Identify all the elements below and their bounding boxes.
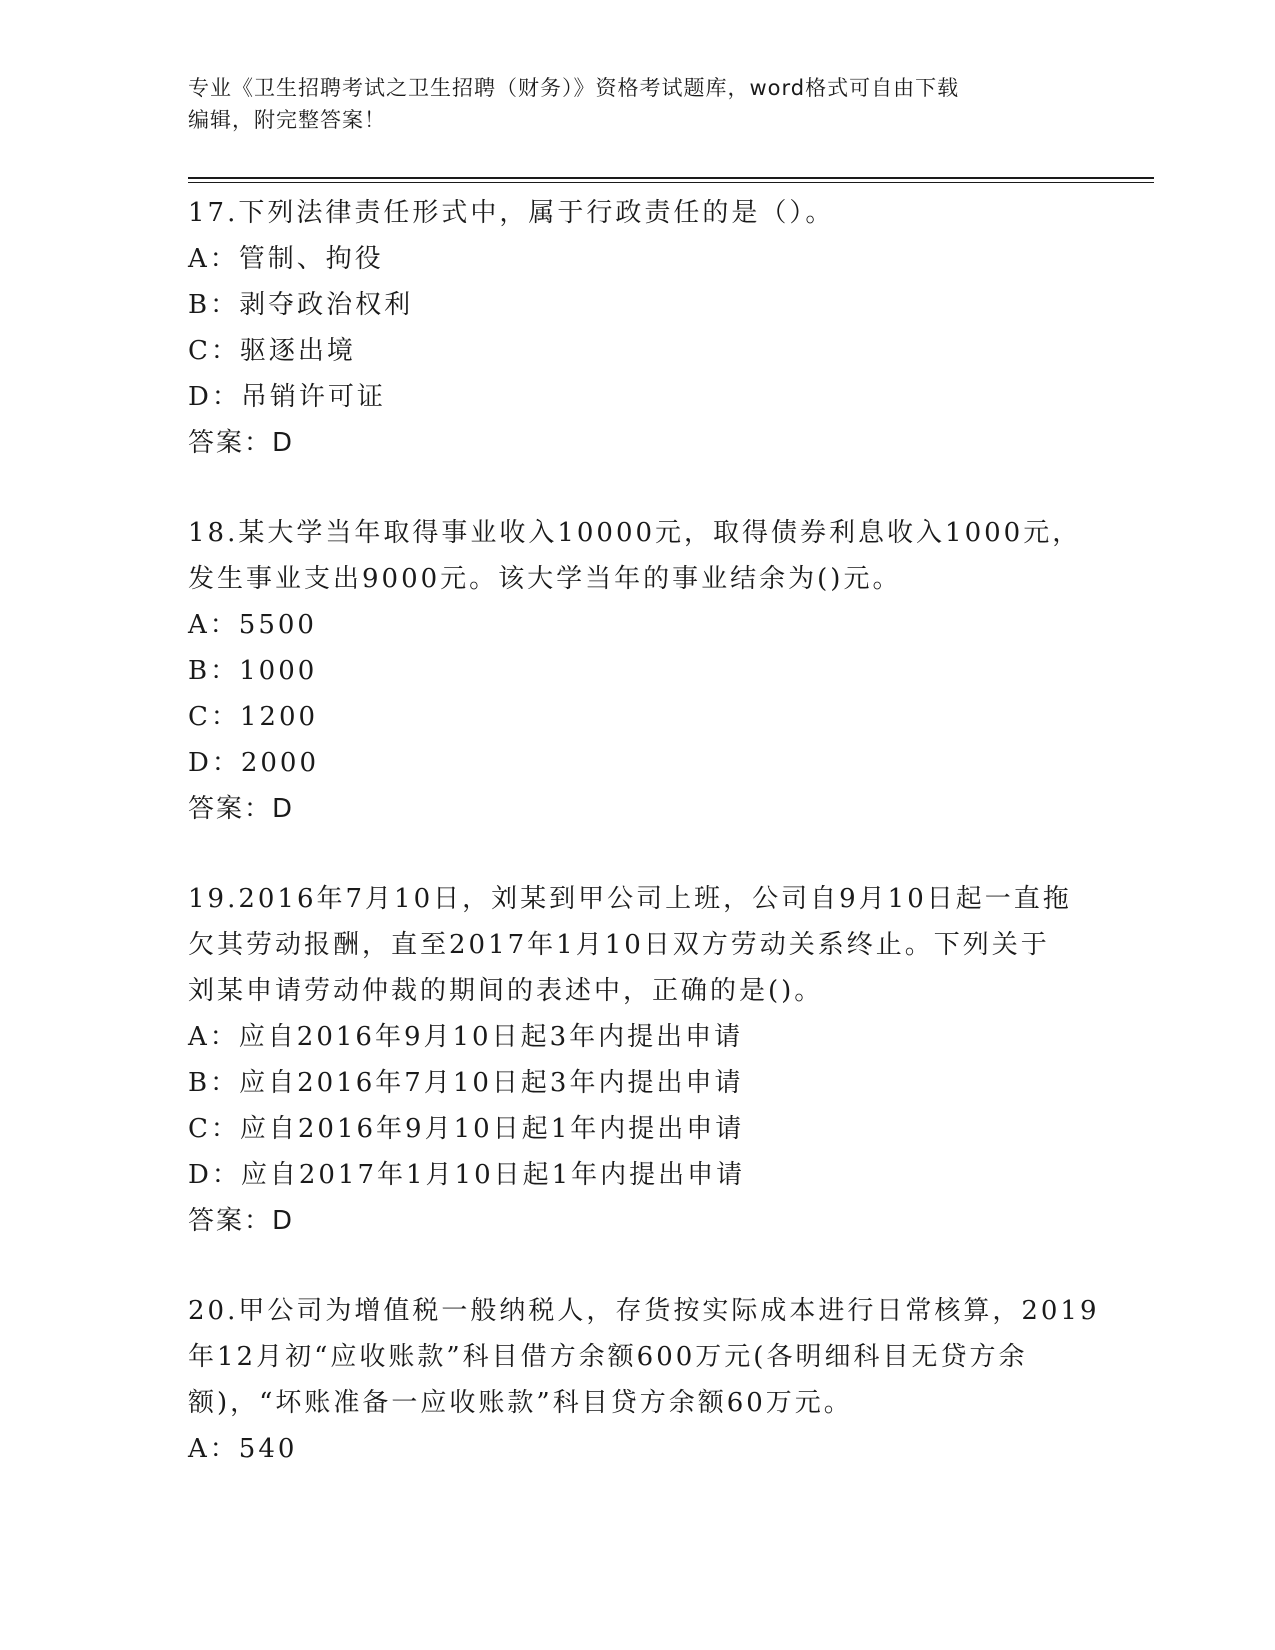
- option-a: A：应自2016年9月10日起3年内提出申请: [188, 1022, 744, 1052]
- header-line-1: 专业《卫生招聘考试之卫生招聘（财务）》资格考试题库，word格式可自由下载: [188, 76, 960, 100]
- question-block: [188, 510, 1128, 832]
- option-d: D：应自2017年1月10日起1年内提出申请: [188, 1160, 746, 1190]
- question-stem: 18.某大学当年取得事业收入10000元，取得债券利息收入1000元，: [188, 518, 1082, 548]
- option-c: C：1200: [188, 702, 319, 732]
- header-divider-thick: [188, 177, 1154, 179]
- question-list: [188, 190, 1128, 1472]
- question-stem: 欠其劳动报酬，直至2017年1月10日双方劳动关系终止。下列关于: [188, 930, 1050, 960]
- option-b: B：剥夺政治权利: [188, 290, 414, 320]
- question-stem: 年12月初“应收账款”科目借方余额600万元(各明细科目无贷方余: [188, 1342, 1028, 1372]
- option-a: A：540: [188, 1434, 298, 1464]
- option-b: B：应自2016年7月10日起3年内提出申请: [188, 1068, 744, 1098]
- question-block: [188, 190, 1128, 466]
- question-stem: 额)，“坏账准备一应收账款”科目贷方余额60万元。: [188, 1388, 853, 1418]
- question-stem: 发生事业支出9000元。该大学当年的事业结余为()元。: [188, 564, 902, 594]
- option-c: C：应自2016年9月10日起1年内提出申请: [188, 1114, 745, 1144]
- question-stem: 19.2016年7月10日，刘某到甲公司上班，公司自9月10日起一直拖: [188, 884, 1072, 914]
- option-a: A：管制、拘役: [188, 244, 384, 274]
- question-stem: 刘某申请劳动仲裁的期间的表述中，正确的是()。: [188, 976, 824, 1006]
- answer-line: 答案：D: [188, 794, 295, 824]
- answer-line: 答案：D: [188, 1206, 295, 1236]
- option-c: C：驱逐出境: [188, 336, 356, 366]
- header-divider-thin: [188, 182, 1154, 183]
- option-d: D：2000: [188, 748, 320, 778]
- option-b: B：1000: [188, 656, 318, 686]
- option-d: D：吊销许可证: [188, 382, 386, 412]
- question-stem: 20.甲公司为增值税一般纳税人，存货按实际成本进行日常核算，2019: [188, 1296, 1100, 1326]
- question-block: [188, 1288, 1128, 1472]
- answer-line: 答案：D: [188, 428, 295, 458]
- document-header: [188, 72, 1088, 136]
- option-a: A：5500: [188, 610, 317, 640]
- question-block: [188, 876, 1128, 1244]
- header-line-2: 编辑，附完整答案！: [188, 108, 386, 132]
- question-stem: 17.下列法律责任形式中，属于行政责任的是（）。: [188, 198, 835, 228]
